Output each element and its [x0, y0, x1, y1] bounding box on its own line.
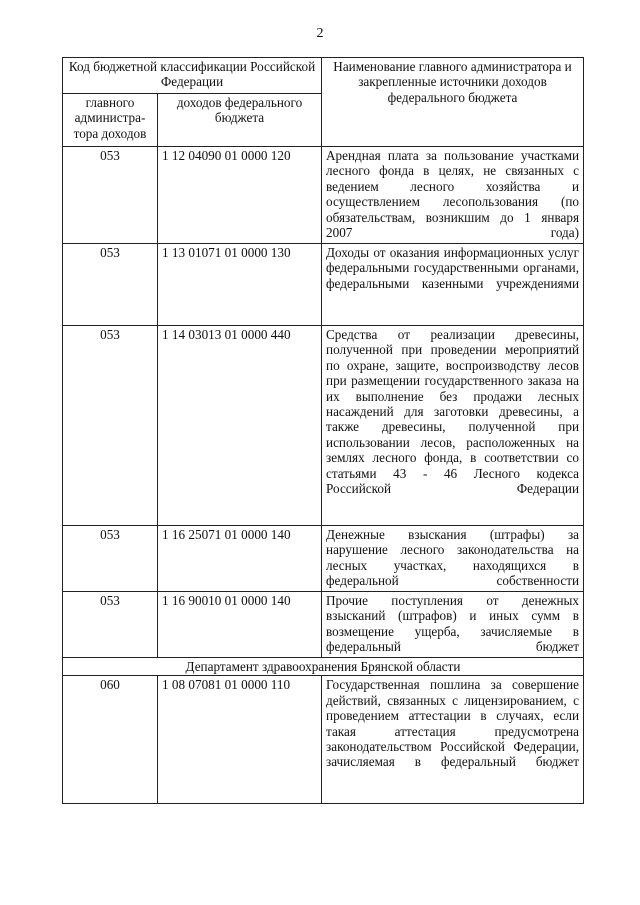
header-code-group: Код бюджетной классификации Российской Федерации	[63, 58, 322, 94]
section-title: Департамент здравоохранения Брянской области	[63, 658, 584, 676]
table-header	[63, 58, 584, 147]
revenue-name-cell: Прочие поступления от денежных взысканий (штрафов) и иных сумм в возмещение ущерба, зачисляемые в федеральный бюджет	[322, 592, 584, 658]
header-administrator-column: главного администра-тора доходов	[63, 94, 158, 147]
header-name-column: Наименование главного администратора и закрепленные источники доходов федерального бюджета	[322, 58, 584, 147]
section-header-row	[63, 658, 584, 676]
admin-code-cell: 053	[63, 147, 158, 244]
table-row	[63, 147, 584, 244]
revenue-name-cell: Арендная плата за пользование участками лесного фонда в целях, не связанных с ведением лесного хозяйства и осуществлением лесопользования (по обязательствам, возникшим до 1 января 2007 года)	[322, 147, 584, 244]
revenue-code-cell: 1 16 25071 01 0000 140	[158, 526, 322, 592]
revenue-code-cell: 1 14 03013 01 0000 440	[158, 326, 322, 526]
table-row	[63, 526, 584, 592]
table-row	[63, 326, 584, 526]
revenue-name-cell: Средства от реализации древесины, полученной при проведении мероприятий по охране, защите, воспроизводству лесов при размещении государственного заказа на их выполнение без продажи лесных насаждений для заготовки древесины, а также древесины, полученной при использовании лесов, расположенных на землях лесного фонда, в соответствии со статьями 43 - 46 Лесного кодекса Российской Федерации	[322, 326, 584, 526]
revenue-code-cell: 1 08 07081 01 0000 110	[158, 676, 322, 804]
page-number: 2	[316, 26, 324, 41]
header-revenue-column: доходов федерального бюджета	[158, 94, 322, 147]
admin-code-cell: 053	[63, 244, 158, 326]
table-row	[63, 676, 584, 804]
admin-code-cell: 053	[63, 592, 158, 658]
revenue-code-cell: 1 16 90010 01 0000 140	[158, 592, 322, 658]
table-row	[63, 244, 584, 326]
revenue-code-cell: 1 12 04090 01 0000 120	[158, 147, 322, 244]
admin-code-cell: 053	[63, 326, 158, 526]
budget-classification-table	[62, 57, 584, 804]
admin-code-cell: 060	[63, 676, 158, 804]
revenue-name-cell: Государственная пошлина за совершение действий, связанных с лицензированием, с проведением аттестации в случаях, если такая аттестация предусмотрена законодательством Российской Федерации, зачисляемая в федеральный бюджет	[322, 676, 584, 804]
revenue-name-cell: Денежные взыскания (штрафы) за нарушение лесного законодательства на лесных участках, находящихся в федеральной собственности	[322, 526, 584, 592]
admin-code-cell: 053	[63, 526, 158, 592]
table-row	[63, 592, 584, 658]
revenue-code-cell: 1 13 01071 01 0000 130	[158, 244, 322, 326]
revenue-name-cell: Доходы от оказания информационных услуг федеральными государственными органами, федеральными казенными учреждениями	[322, 244, 584, 326]
